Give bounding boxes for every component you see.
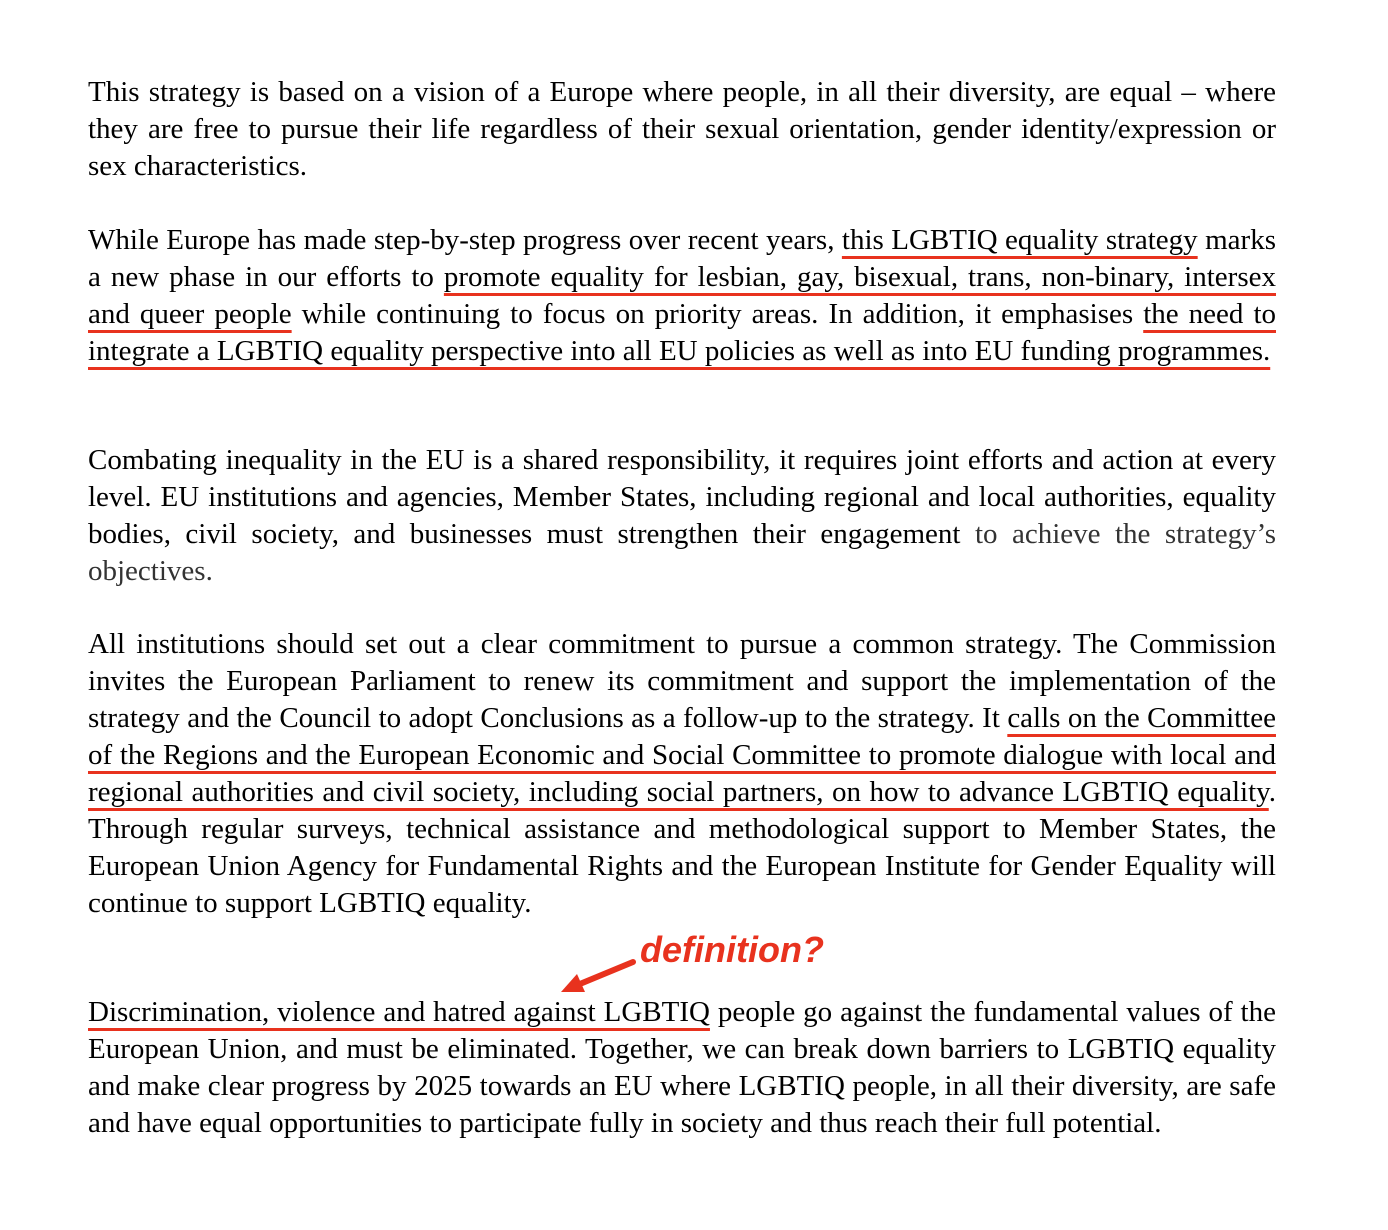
annotation-arrow-icon [555, 952, 640, 997]
underlined-phrase: promote equality for lesbian, gay, bisexual, trans, non-binary, intersex and queer people [88, 261, 1276, 330]
paragraph-text: marks a new phase in our efforts to [88, 224, 1276, 293]
paragraph-progress [88, 222, 1276, 370]
paragraph-text: while continuing to focus on priority areas. In addition, it emphasises [291, 298, 1144, 330]
paragraph-discrimination [88, 994, 1276, 1142]
paragraph-text: Combating inequality in the EU is a shared responsibility, it requires joint efforts and action at every level. EU institutions and agencies, Member States, including regional and local authorities, equality bodies, civil society, and businesses must strengthen their engagement [88, 444, 1276, 550]
underlined-phrase: Discrimination, violence and hatred against LGBTIQ [88, 996, 710, 1028]
paragraph-institutions [88, 626, 1276, 922]
underlined-phrase: calls on the Committee of the Regions and the European Economic and Social Committee to promote dialogue with local and regional authorities and civil society, including social partners, on how to advance LGBTIQ equality [88, 702, 1276, 808]
paragraph-text: This strategy is based on a vision of a Europe where people, in all their diversity, are equal – where they are free to pursue their life regardless of their sexual orientation, gender identity/expression or sex characteristics. [88, 76, 1276, 182]
paragraph-text: to achieve the strategy’s objectives. [88, 518, 1276, 587]
underlined-phrase: this LGBTIQ equality strategy [841, 224, 1198, 256]
paragraph-vision [88, 74, 1276, 185]
paragraph-text: All institutions should set out a clear commitment to pursue a common strategy. The Commission invites the European Parliament to renew its commitment and support the implementation of the strategy and the Council to adopt Conclusions as a follow-up to the strategy. It [88, 628, 1276, 734]
paragraph-text: . Through regular surveys, technical assistance and methodological support to Member States, the European Union Agency for Fundamental Rights and the European Institute for Gender Equality will continue to support LGBTIQ equality. [88, 776, 1276, 919]
underlined-phrase: the need to integrate a LGBTIQ equality perspective into all EU policies as well as into EU funding programmes. [88, 298, 1276, 367]
paragraph-text: While Europe has made step-by-step progress over recent years, [88, 224, 842, 256]
paragraph-shared-responsibility [88, 442, 1276, 590]
paragraph-text: people go against the fundamental values of the European Union, and must be eliminated. Together, we can break down barriers to LGBTIQ equality and make clear progress by 2025 towards an EU where LGBTIQ people, in all their diversity, are safe and have equal opportunities to participate fully in society and thus reach their full potential. [88, 996, 1276, 1139]
annotation-label: definition? [640, 929, 824, 970]
